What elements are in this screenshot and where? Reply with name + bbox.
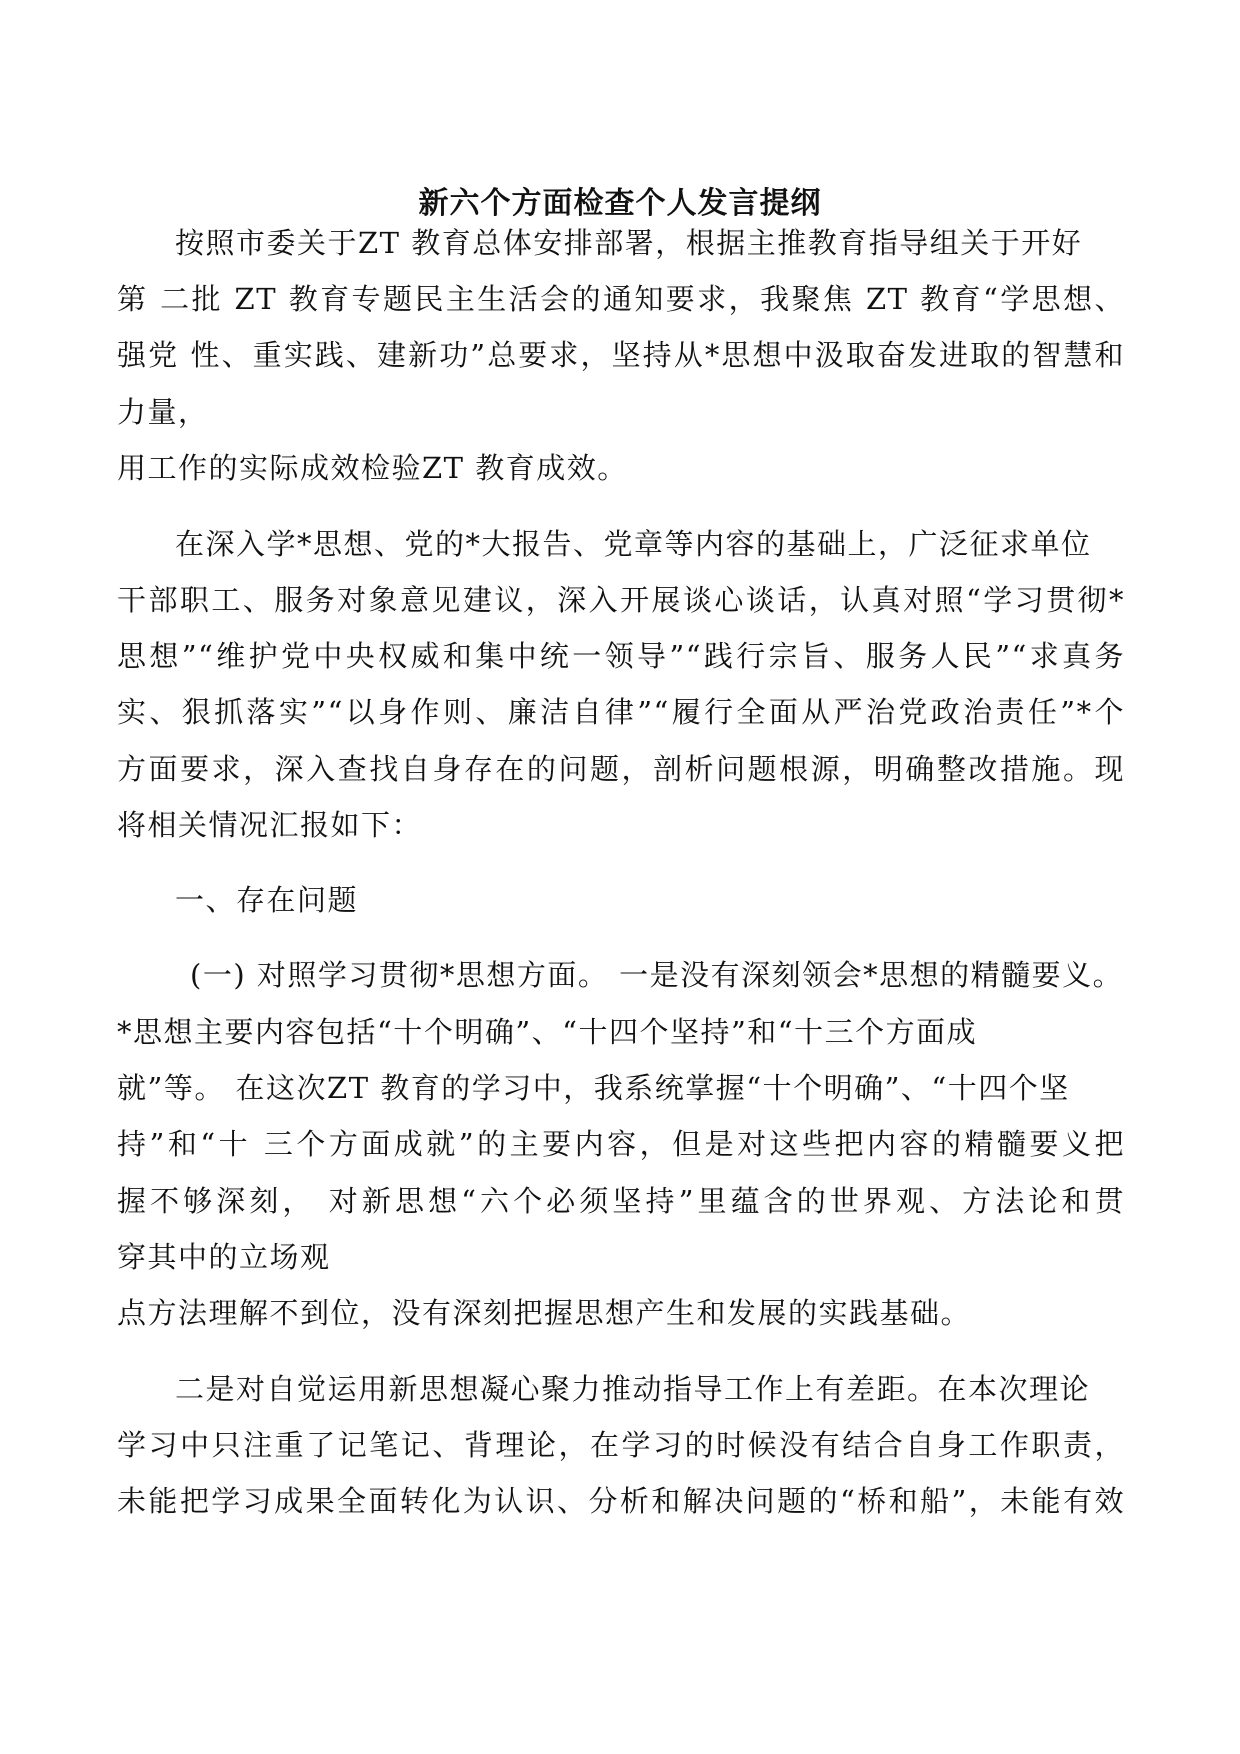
body-line: 穿其中的立场观 bbox=[117, 1240, 331, 1274]
subsection-line: (一) 对照学习贯彻*思想方面。 一是没有深刻领会*思想的精髓要义。 bbox=[190, 958, 1124, 992]
body-line: 二是对自觉运用新思想凝心聚力推动指导工作上有差距。在本次理论 bbox=[175, 1372, 1091, 1406]
body-line: 未能把学习成果全面转化为认识、分析和解决问题的“桥和船”，未能有效 bbox=[117, 1484, 1125, 1518]
body-line: 学习中只注重了记笔记、背理论，在学习的时候没有结合自身工作职责， bbox=[117, 1428, 1125, 1462]
document-title: 新六个方面检查个人发言提纲 bbox=[418, 186, 822, 221]
body-line: 强党 性、重实践、建新功”总要求，坚持从*思想中汲取奋发进取的智慧和 bbox=[117, 338, 1125, 372]
body-line: 就”等。 在这次ZT 教育的学习中，我系统掌握“十个明确”、“十四个坚 bbox=[117, 1071, 1070, 1105]
body-line: 第 二批 ZT 教育专题民主生活会的通知要求，我聚焦 ZT 教育“学思想、 bbox=[117, 282, 1125, 316]
body-line: 干部职工、服务对象意见建议，深入开展谈心谈话，认真对照“学习贯彻* bbox=[117, 583, 1125, 617]
body-line: 持”和“十 三个方面成就”的主要内容，但是对这些把内容的精髓要义把 bbox=[117, 1127, 1125, 1161]
body-line: 在深入学*思想、党的*大报告、党章等内容的基础上，广泛征求单位 bbox=[175, 527, 1092, 561]
body-line: 方面要求，深入查找自身存在的问题，剖析问题根源，明确整改措施。现 bbox=[117, 752, 1125, 786]
body-line: 思想”“维护党中央权威和集中统一领导”“践行宗旨、服务人民”“求真务 bbox=[117, 639, 1125, 673]
body-line: 实、狠抓落实”“以身作则、廉洁自律”“履行全面从严治党政治责任”*个 bbox=[117, 695, 1125, 729]
section-heading: 一、存在问题 bbox=[175, 883, 359, 917]
body-line: 握不够深刻， 对新思想“六个必须坚持”里蕴含的世界观、方法论和贯 bbox=[117, 1184, 1125, 1218]
body-line: 用工作的实际成效检验ZT 教育成效。 bbox=[117, 451, 628, 485]
body-line: 力量， bbox=[117, 395, 209, 429]
body-line: *思想主要内容包括“十个明确”、“十四个坚持”和“十三个方面成 bbox=[117, 1015, 978, 1049]
body-line: 点方法理解不到位，没有深刻把握思想产生和发展的实践基础。 bbox=[117, 1296, 972, 1330]
body-line: 按照市委关于ZT 教育总体安排部署，根据主推教育指导组关于开好 bbox=[175, 226, 1083, 260]
body-line: 将相关情况汇报如下： bbox=[117, 808, 423, 842]
